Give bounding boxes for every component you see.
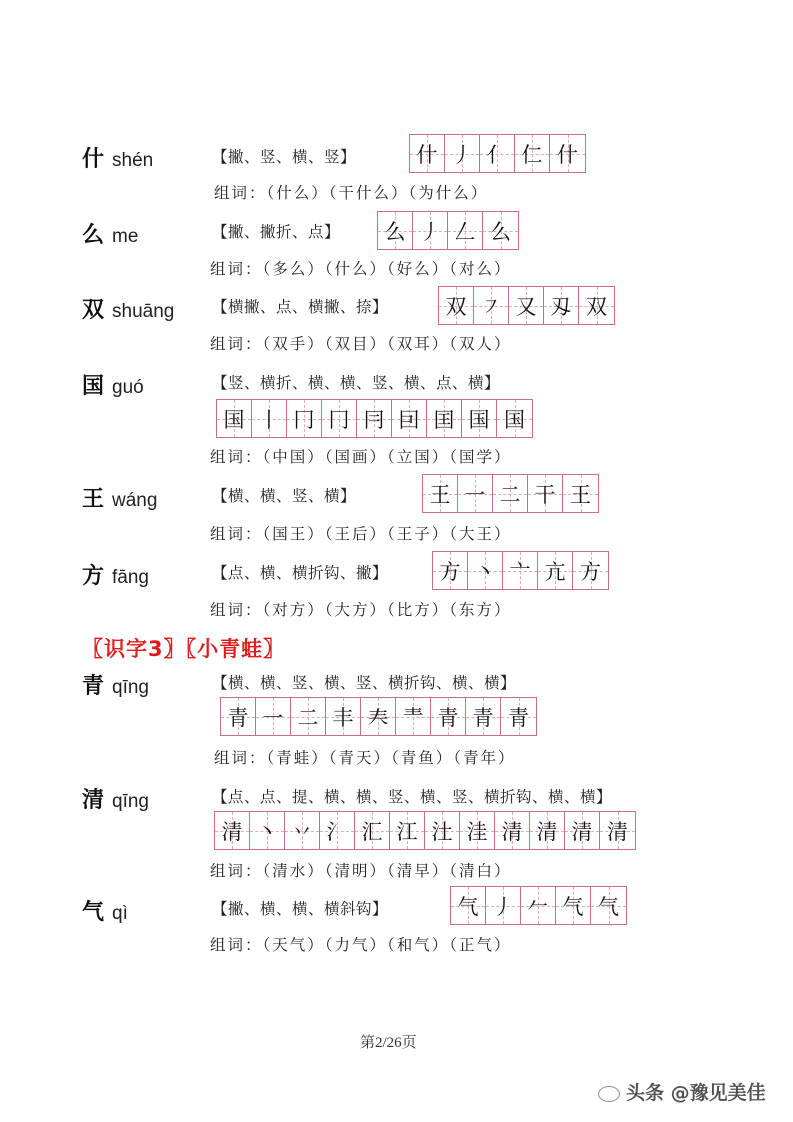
grid-cell: 汢	[425, 812, 460, 849]
section-title: 〖识字3〗〖小青蛙〗	[82, 637, 286, 661]
grid-cell: 气	[451, 887, 486, 924]
grid-cell: 丶	[468, 552, 503, 589]
grid-cell: 方	[433, 552, 468, 589]
stroke-order-text: 【横撇、点、横撇、捺】	[212, 298, 389, 316]
entry-heading	[82, 669, 149, 700]
entry-heading	[82, 559, 149, 590]
grid-cell: 𠃋	[448, 212, 483, 249]
character: 么	[82, 223, 105, 248]
stroke-grid	[220, 697, 537, 736]
stroke-grid	[450, 886, 627, 925]
pinyin: qì	[112, 903, 128, 924]
stroke-grid	[422, 474, 599, 513]
grid-cell: 青	[221, 698, 256, 735]
word-examples: 组词：（天气）（力气）（和气）（正气）	[210, 936, 512, 954]
stroke-grid	[409, 134, 586, 173]
grid-cell: 清	[530, 812, 565, 849]
grid-cell: 龶	[396, 698, 431, 735]
word-examples: 组词：（中国）（国画）（立国）（国学）	[210, 448, 512, 466]
stroke-order-text: 【横、横、竖、横】	[212, 487, 357, 505]
word-examples: 组词：（什么）（干什么）（为什么）	[214, 184, 489, 202]
entry-heading	[82, 142, 153, 173]
word-examples: 组词：（多么）（什么）（好么）（对么）	[210, 260, 512, 278]
entry-heading	[82, 482, 157, 513]
word-examples: 组词：（清水）（清明）（清早）（清白）	[210, 862, 512, 880]
pinyin: fāng	[112, 567, 149, 588]
grid-cell: 什	[550, 135, 585, 172]
grid-cell: 洼	[460, 812, 495, 849]
grid-cell: 仁	[515, 135, 550, 172]
grid-cell: 丿	[486, 887, 521, 924]
grid-cell: 囯	[427, 400, 462, 437]
stroke-order-text: 【横、横、竖、横、竖、横折钩、横、横】	[212, 674, 517, 692]
entry-heading	[82, 783, 149, 814]
grid-cell: 亠	[503, 552, 538, 589]
pinyin: wáng	[112, 490, 158, 511]
grid-cell: 么	[483, 212, 518, 249]
grid-cell: 清	[600, 812, 635, 849]
pinyin: qīng	[112, 791, 149, 812]
grid-cell: 冂	[287, 400, 322, 437]
pinyin: shuāng	[112, 301, 175, 322]
stroke-grid	[432, 551, 609, 590]
grid-cell: 冂	[322, 400, 357, 437]
grid-cell: 丷	[285, 812, 320, 849]
grid-cell: 王	[423, 475, 458, 512]
character: 什	[82, 147, 105, 172]
grid-cell: 亻	[480, 135, 515, 172]
character: 国	[82, 374, 105, 399]
stroke-order-text: 【撇、撇折、点】	[212, 223, 341, 241]
stroke-order-text: 【撇、竖、横、竖】	[212, 148, 357, 166]
grid-cell: 王	[563, 475, 598, 512]
character: 王	[82, 487, 105, 512]
pinyin: guó	[112, 377, 144, 398]
stroke-grid	[377, 211, 519, 250]
grid-cell: 么	[378, 212, 413, 249]
wechat-icon	[598, 1086, 620, 1102]
grid-cell: 清	[495, 812, 530, 849]
word-examples: 组词：（青蛙）（青天）（青鱼）（青年）	[214, 749, 516, 767]
entry-heading	[82, 369, 144, 400]
entry-heading	[82, 293, 174, 324]
grid-cell: 囙	[392, 400, 427, 437]
grid-cell: 双	[439, 287, 474, 324]
pinyin: shén	[112, 150, 154, 171]
word-examples: 组词：（双手）（双目）（双耳）（双人）	[210, 335, 512, 353]
entry-heading	[82, 218, 138, 249]
character: 青	[82, 674, 105, 699]
watermark-text: 头条 @豫见美佳	[626, 1082, 766, 1104]
character: 双	[82, 298, 105, 323]
grid-cell: 丰	[326, 698, 361, 735]
stroke-order-text: 【竖、横折、横、横、竖、横、点、横】	[212, 374, 501, 392]
grid-cell: 汇	[355, 812, 390, 849]
stroke-order-text: 【撇、横、横、横斜钩】	[212, 900, 389, 918]
word-examples: 组词：（国王）（王后）（王子）（大王）	[210, 525, 512, 543]
grid-cell: 青	[466, 698, 501, 735]
grid-cell: 丿	[413, 212, 448, 249]
grid-cell: 丶	[250, 812, 285, 849]
grid-cell: 双	[579, 287, 614, 324]
stroke-grid	[438, 286, 615, 325]
stroke-order-text: 【点、横、横折钩、撇】	[212, 564, 389, 582]
pinyin: me	[112, 226, 139, 247]
grid-cell: 丿	[445, 135, 480, 172]
page-number: 第2/26页	[360, 1035, 417, 1051]
grid-cell: 气	[591, 887, 626, 924]
grid-cell: 一	[256, 698, 291, 735]
grid-cell: 什	[410, 135, 445, 172]
grid-cell: 清	[565, 812, 600, 849]
grid-cell: 𠂉	[521, 887, 556, 924]
word-examples: 组词：（对方）（大方）（比方）（东方）	[210, 601, 512, 619]
character: 方	[82, 564, 105, 589]
grid-cell: 一	[458, 475, 493, 512]
grid-cell: 丨	[252, 400, 287, 437]
stroke-order-text: 【点、点、提、横、横、竖、横、竖、横折钩、横、横】	[212, 788, 613, 806]
grid-cell: 又	[509, 287, 544, 324]
grid-cell: ㇇	[474, 287, 509, 324]
entry-heading	[82, 895, 128, 926]
grid-cell: 清	[215, 812, 250, 849]
grid-cell: 干	[528, 475, 563, 512]
stroke-grid	[216, 399, 533, 438]
grid-cell: 青	[501, 698, 536, 735]
grid-cell: 国	[217, 400, 252, 437]
grid-cell: 国	[497, 400, 532, 437]
grid-cell: 二	[291, 698, 326, 735]
grid-cell: 亢	[538, 552, 573, 589]
character: 清	[82, 788, 105, 813]
grid-cell: 青	[431, 698, 466, 735]
grid-cell: 氵	[320, 812, 355, 849]
grid-cell: 江	[390, 812, 425, 849]
grid-cell: 二	[493, 475, 528, 512]
watermark	[598, 1078, 766, 1105]
grid-cell: 刄	[544, 287, 579, 324]
pinyin: qīng	[112, 677, 149, 698]
grid-cell: 气	[556, 887, 591, 924]
grid-cell: 冃	[357, 400, 392, 437]
grid-cell: 𡗗	[361, 698, 396, 735]
character: 气	[82, 900, 105, 925]
stroke-grid	[214, 811, 636, 850]
grid-cell: 国	[462, 400, 497, 437]
grid-cell: 方	[573, 552, 608, 589]
